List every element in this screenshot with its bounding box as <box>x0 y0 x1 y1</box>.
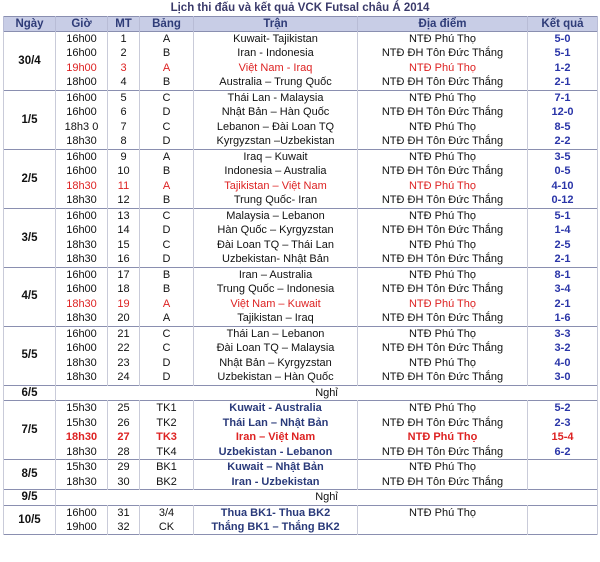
match-time: 16h00 <box>56 105 108 119</box>
match-number: 29 <box>108 460 140 475</box>
match-venue: NTĐ Phú Thọ <box>358 297 528 311</box>
match-score: 1-2 <box>528 61 598 75</box>
match-teams: Iran - Indonesia <box>194 46 358 60</box>
match-group: B <box>140 164 194 178</box>
match-group: D <box>140 223 194 237</box>
match-group: TK2 <box>140 416 194 430</box>
match-time: 19h00 <box>56 520 108 535</box>
day-date: 7/5 <box>4 401 56 460</box>
match-group: B <box>140 282 194 296</box>
match-time: 16h00 <box>56 341 108 355</box>
match-group: TK3 <box>140 430 194 444</box>
match-time: 18h30 <box>56 134 108 149</box>
match-time: 16h00 <box>56 32 108 47</box>
match-group: B <box>140 46 194 60</box>
match-row <box>4 475 598 490</box>
match-time: 18h30 <box>56 475 108 490</box>
match-score: 3-3 <box>528 326 598 341</box>
match-group: A <box>140 297 194 311</box>
match-number: 17 <box>108 267 140 282</box>
match-time: 18h30 <box>56 238 108 252</box>
match-venue: NTĐ ĐH Tôn Đức Thắng <box>358 46 528 60</box>
match-venue: NTĐ ĐH Tôn Đức Thắng <box>358 252 528 267</box>
match-teams: Tajikistan – Việt Nam <box>194 179 358 193</box>
match-score: 8-1 <box>528 267 598 282</box>
match-score: 2-3 <box>528 416 598 430</box>
match-row <box>4 164 598 178</box>
match-row <box>4 193 598 208</box>
match-row <box>4 120 598 134</box>
match-time: 18h30 <box>56 445 108 460</box>
match-row <box>4 326 598 341</box>
day-date: 2/5 <box>4 149 56 208</box>
match-group: B <box>140 193 194 208</box>
match-group: 3/4 <box>140 505 194 520</box>
match-teams: Iraq – Kuwait <box>194 149 358 164</box>
match-score: 2-1 <box>528 75 598 90</box>
match-time: 18h30 <box>56 370 108 385</box>
match-group: B <box>140 75 194 90</box>
match-score <box>528 505 598 520</box>
page-title: Lịch thi đấu và kết quả VCK Futsal châu Á 2014 <box>170 2 430 14</box>
match-venue: NTĐ ĐH Tôn Đức Thắng <box>358 193 528 208</box>
match-group: A <box>140 61 194 75</box>
match-teams: Hàn Quốc – Kyrgyzstan <box>194 223 358 237</box>
match-number: 2 <box>108 46 140 60</box>
match-teams: Nhật Bản – Kyrgyzstan <box>194 356 358 370</box>
match-number: 15 <box>108 238 140 252</box>
day-date: 8/5 <box>4 460 56 490</box>
match-venue: NTĐ ĐH Tôn Đức Thắng <box>358 370 528 385</box>
col-header-match: Trận <box>194 17 358 32</box>
match-group: A <box>140 149 194 164</box>
match-venue: NTĐ ĐH Tôn Đức Thắng <box>358 311 528 326</box>
match-teams: Kuwait – Nhật Bản <box>194 460 358 475</box>
rest-day-row <box>4 385 598 400</box>
match-row <box>4 311 598 326</box>
match-score: 5-1 <box>528 46 598 60</box>
match-row <box>4 520 598 535</box>
match-group: B <box>140 267 194 282</box>
match-row <box>4 208 598 223</box>
match-teams: Lebanon – Đài Loan TQ <box>194 120 358 134</box>
match-row <box>4 90 598 105</box>
match-group: C <box>140 326 194 341</box>
match-venue: NTĐ ĐH Tôn Đức Thắng <box>358 282 528 296</box>
match-score: 12-0 <box>528 105 598 119</box>
match-score: 3-5 <box>528 149 598 164</box>
match-number: 1 <box>108 32 140 47</box>
match-time: 18h3 0 <box>56 120 108 134</box>
match-time: 15h30 <box>56 401 108 416</box>
col-header-date: Ngày <box>4 17 56 32</box>
match-teams: Nhật Bản – Hàn Quốc <box>194 105 358 119</box>
match-group: C <box>140 208 194 223</box>
match-venue: NTĐ ĐH Tôn Đức Thắng <box>358 105 528 119</box>
match-teams: Uzbekistan- Nhật Bản <box>194 252 358 267</box>
match-row <box>4 460 598 475</box>
match-number: 9 <box>108 149 140 164</box>
match-score: 5-2 <box>528 401 598 416</box>
match-group: D <box>140 252 194 267</box>
match-teams: Kuwait- Tajikistan <box>194 32 358 47</box>
match-time: 18h30 <box>56 356 108 370</box>
match-row <box>4 252 598 267</box>
match-number: 25 <box>108 401 140 416</box>
match-score: 2-1 <box>528 297 598 311</box>
match-time: 18h30 <box>56 179 108 193</box>
match-venue: NTĐ Phú Thọ <box>358 356 528 370</box>
match-time: 16h00 <box>56 164 108 178</box>
match-time: 19h00 <box>56 61 108 75</box>
match-row <box>4 401 598 416</box>
match-number: 31 <box>108 505 140 520</box>
match-venue: NTĐ Phú Thọ <box>358 179 528 193</box>
match-teams: Thái Lan – Lebanon <box>194 326 358 341</box>
match-number: 27 <box>108 430 140 444</box>
rest-day-label: Nghỉ <box>56 385 598 400</box>
match-teams: Kuwait - Australia <box>194 401 358 416</box>
match-number: 10 <box>108 164 140 178</box>
match-group: A <box>140 179 194 193</box>
schedule-table <box>3 16 598 535</box>
match-venue: NTĐ Phú Thọ <box>358 120 528 134</box>
match-venue: NTĐ Phú Thọ <box>358 32 528 47</box>
match-teams: Đài Loan TQ – Malaysia <box>194 341 358 355</box>
day-date: 6/5 <box>4 385 56 400</box>
match-number: 13 <box>108 208 140 223</box>
match-venue: NTĐ Phú Thọ <box>358 208 528 223</box>
match-number: 12 <box>108 193 140 208</box>
match-teams: Trung Quốc – Indonesia <box>194 282 358 296</box>
match-venue: NTĐ Phú Thọ <box>358 61 528 75</box>
match-teams: Kyrgyzstan –Uzbekistan <box>194 134 358 149</box>
match-time: 18h30 <box>56 252 108 267</box>
match-row <box>4 238 598 252</box>
match-venue: NTĐ ĐH Tôn Đức Thắng <box>358 164 528 178</box>
match-group: C <box>140 120 194 134</box>
match-time: 18h30 <box>56 430 108 444</box>
match-venue: NTĐ Phú Thọ <box>358 238 528 252</box>
match-teams: Uzbekistan - Lebanon <box>194 445 358 460</box>
match-time: 16h00 <box>56 282 108 296</box>
match-score: 1-6 <box>528 311 598 326</box>
rest-day-row <box>4 490 598 505</box>
match-venue: NTĐ ĐH Tôn Đức Thắng <box>358 134 528 149</box>
match-venue <box>358 520 528 535</box>
match-row <box>4 32 598 47</box>
match-venue: NTĐ Phú Thọ <box>358 505 528 520</box>
match-venue: NTĐ ĐH Tôn Đức Thắng <box>358 475 528 490</box>
match-row <box>4 430 598 444</box>
match-row <box>4 505 598 520</box>
match-group: D <box>140 370 194 385</box>
match-venue: NTĐ Phú Thọ <box>358 401 528 416</box>
match-row <box>4 267 598 282</box>
match-group: D <box>140 356 194 370</box>
match-time: 18h30 <box>56 311 108 326</box>
col-header-score: Kết quả <box>528 17 598 32</box>
match-teams: Đài Loan TQ – Thái Lan <box>194 238 358 252</box>
match-score: 2-1 <box>528 252 598 267</box>
match-number: 32 <box>108 520 140 535</box>
match-number: 16 <box>108 252 140 267</box>
match-venue: NTĐ Phú Thọ <box>358 149 528 164</box>
match-row <box>4 416 598 430</box>
match-score <box>528 475 598 490</box>
match-row <box>4 75 598 90</box>
match-group: C <box>140 238 194 252</box>
match-row <box>4 179 598 193</box>
match-teams: Indonesia – Australia <box>194 164 358 178</box>
match-number: 4 <box>108 75 140 90</box>
match-group: C <box>140 341 194 355</box>
match-time: 16h00 <box>56 90 108 105</box>
match-group: TK1 <box>140 401 194 416</box>
match-teams: Uzbekistan – Hàn Quốc <box>194 370 358 385</box>
match-time: 18h00 <box>56 75 108 90</box>
match-teams: Thái Lan - Malaysia <box>194 90 358 105</box>
match-time: 16h00 <box>56 149 108 164</box>
match-venue: NTĐ ĐH Tôn Đức Thắng <box>358 445 528 460</box>
match-teams: Thắng BK1 – Thắng BK2 <box>194 520 358 535</box>
match-row <box>4 356 598 370</box>
match-number: 26 <box>108 416 140 430</box>
match-score: 3-0 <box>528 370 598 385</box>
match-number: 11 <box>108 179 140 193</box>
match-venue: NTĐ Phú Thọ <box>358 90 528 105</box>
match-row <box>4 370 598 385</box>
match-group: D <box>140 134 194 149</box>
match-number: 24 <box>108 370 140 385</box>
match-number: 14 <box>108 223 140 237</box>
match-number: 19 <box>108 297 140 311</box>
match-number: 6 <box>108 105 140 119</box>
match-group: CK <box>140 520 194 535</box>
match-score <box>528 520 598 535</box>
match-teams: Malaysia – Lebanon <box>194 208 358 223</box>
match-time: 18h30 <box>56 297 108 311</box>
match-group: A <box>140 311 194 326</box>
match-score: 5-0 <box>528 32 598 47</box>
match-group: D <box>140 105 194 119</box>
match-score: 15-4 <box>528 430 598 444</box>
match-venue: NTĐ Phú Thọ <box>358 326 528 341</box>
col-header-time: Giờ <box>56 17 108 32</box>
match-time: 16h00 <box>56 267 108 282</box>
match-venue: NTĐ ĐH Tôn Đức Thắng <box>358 341 528 355</box>
match-venue: NTĐ Phú Thọ <box>358 430 528 444</box>
match-venue: NTĐ Phú Thọ <box>358 460 528 475</box>
match-row <box>4 46 598 60</box>
match-teams: Trung Quốc- Iran <box>194 193 358 208</box>
match-score: 7-1 <box>528 90 598 105</box>
match-teams: Tajikistan – Iraq <box>194 311 358 326</box>
col-header-group: Bảng <box>140 17 194 32</box>
match-row <box>4 341 598 355</box>
match-teams: Thua BK1- Thua BK2 <box>194 505 358 520</box>
col-header-venue: Địa điểm <box>358 17 528 32</box>
match-score: 2-2 <box>528 134 598 149</box>
match-row <box>4 149 598 164</box>
match-number: 23 <box>108 356 140 370</box>
match-row <box>4 223 598 237</box>
match-time: 16h00 <box>56 505 108 520</box>
match-number: 5 <box>108 90 140 105</box>
day-date: 30/4 <box>4 32 56 91</box>
match-group: BK2 <box>140 475 194 490</box>
col-header-match-number: MT <box>108 17 140 32</box>
match-number: 18 <box>108 282 140 296</box>
match-score: 5-1 <box>528 208 598 223</box>
match-venue: NTĐ ĐH Tôn Đức Thắng <box>358 223 528 237</box>
match-group: C <box>140 90 194 105</box>
match-number: 30 <box>108 475 140 490</box>
day-date: 10/5 <box>4 505 56 535</box>
day-date: 1/5 <box>4 90 56 149</box>
match-row <box>4 61 598 75</box>
match-row <box>4 297 598 311</box>
match-teams: Australia – Trung Quốc <box>194 75 358 90</box>
match-number: 28 <box>108 445 140 460</box>
match-number: 7 <box>108 120 140 134</box>
match-venue: NTĐ ĐH Tôn Đức Thắng <box>358 416 528 430</box>
day-date: 4/5 <box>4 267 56 326</box>
match-score: 0-5 <box>528 164 598 178</box>
match-number: 3 <box>108 61 140 75</box>
match-score: 3-4 <box>528 282 598 296</box>
match-score: 4-10 <box>528 179 598 193</box>
match-time: 15h30 <box>56 460 108 475</box>
day-date: 5/5 <box>4 326 56 385</box>
match-row <box>4 445 598 460</box>
day-date: 3/5 <box>4 208 56 267</box>
match-teams: Thái Lan – Nhật Bản <box>194 416 358 430</box>
match-row <box>4 282 598 296</box>
match-teams: Việt Nam – Kuwait <box>194 297 358 311</box>
match-score: 6-2 <box>528 445 598 460</box>
match-time: 16h00 <box>56 208 108 223</box>
match-group: TK4 <box>140 445 194 460</box>
match-teams: Iran – Việt Nam <box>194 430 358 444</box>
match-number: 22 <box>108 341 140 355</box>
match-number: 21 <box>108 326 140 341</box>
match-score: 2-5 <box>528 238 598 252</box>
match-teams: Iran – Australia <box>194 267 358 282</box>
match-group: A <box>140 32 194 47</box>
match-row <box>4 105 598 119</box>
match-score <box>528 460 598 475</box>
match-number: 8 <box>108 134 140 149</box>
match-venue: NTĐ ĐH Tôn Đức Thắng <box>358 75 528 90</box>
match-teams: Iran - Uzbekistan <box>194 475 358 490</box>
match-row <box>4 134 598 149</box>
match-score: 8-5 <box>528 120 598 134</box>
match-time: 18h30 <box>56 193 108 208</box>
day-date: 9/5 <box>4 490 56 505</box>
match-group: BK1 <box>140 460 194 475</box>
match-teams: Việt Nam - Iraq <box>194 61 358 75</box>
match-score: 1-4 <box>528 223 598 237</box>
match-time: 16h00 <box>56 326 108 341</box>
match-venue: NTĐ Phú Thọ <box>358 267 528 282</box>
rest-day-label: Nghỉ <box>56 490 598 505</box>
match-number: 20 <box>108 311 140 326</box>
match-score: 3-2 <box>528 341 598 355</box>
match-score: 0-12 <box>528 193 598 208</box>
match-time: 16h00 <box>56 46 108 60</box>
match-score: 4-0 <box>528 356 598 370</box>
schedule-body <box>4 32 598 535</box>
header-row <box>4 17 598 32</box>
match-time: 16h00 <box>56 223 108 237</box>
match-time: 15h30 <box>56 416 108 430</box>
